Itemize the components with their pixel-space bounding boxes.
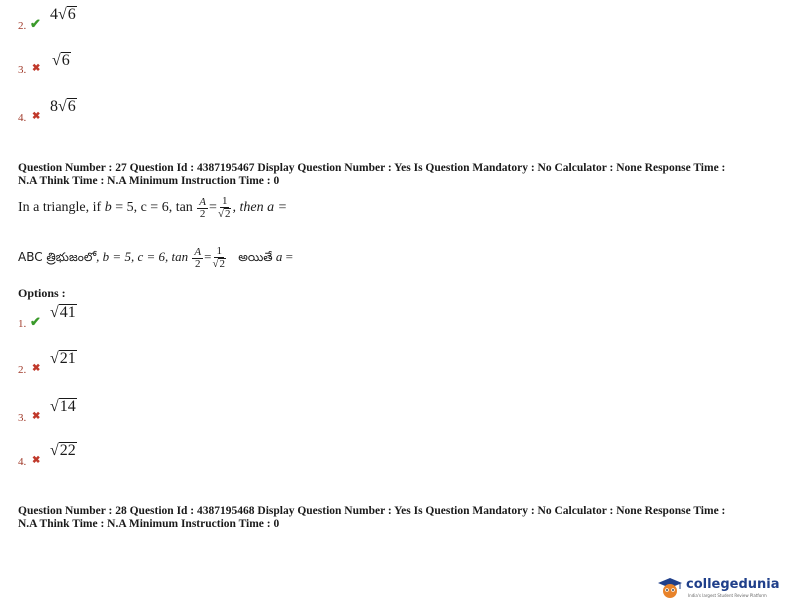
cross-icon: ✖ <box>32 63 41 74</box>
option-value: √41 <box>50 304 76 321</box>
question-27-header <box>18 162 778 188</box>
option-number: 2. <box>18 20 27 32</box>
option-value: √14 <box>50 398 76 415</box>
option-number: 1. <box>18 318 27 330</box>
header-line-2: N.A Think Time : N.A Minimum Instruction Time : 0 <box>18 175 280 187</box>
option-value: √21 <box>50 350 76 367</box>
options-label: Options : <box>18 286 66 300</box>
fraction-1-over-root2: $\frac{1}{√2}$ <box>217 195 231 220</box>
logo-text: collegedunia <box>686 577 780 592</box>
header-line-2: N.A Think Time : N.A Minimum Instruction Time : 0 <box>18 518 280 530</box>
collegedunia-logo <box>656 574 784 602</box>
option-number: 4. <box>18 456 27 468</box>
header-line-1: Question Number : 27 Question Id : 4387195467 Display Question Number : Yes Is Question Mandatory : No Calculator : None Response Time : <box>18 162 726 174</box>
option-number: 3. <box>18 412 27 424</box>
graduate-mascot-icon <box>656 576 684 600</box>
option-value: √6 <box>52 52 70 69</box>
option-number: 4. <box>18 112 27 124</box>
logo-tagline: India's largest Student Review Platform <box>688 593 767 598</box>
fraction-a-over-2: $\frac{A}{2}$ <box>199 195 207 220</box>
option-value: 4√6 <box>50 6 76 23</box>
cross-icon: ✖ <box>32 363 41 374</box>
cross-icon: ✖ <box>32 411 41 422</box>
option-value: √22 <box>50 442 76 459</box>
check-icon: ✔ <box>30 314 41 329</box>
check-icon: ✔ <box>30 16 41 31</box>
option-number: 2. <box>18 364 27 376</box>
question-text-telugu: ABC త్రిభుజంలో, b = 5, c = 6, tan $\frac{A}{2}$ = $\frac{1}{√2}$ అయితే a = <box>18 245 293 270</box>
question-text-english: In a triangle, if b = 5, c = 6, tan $\frac{A}{2}$ = $\frac{1}{√2}$ , then a = <box>18 195 288 220</box>
option-number: 3. <box>18 64 27 76</box>
cross-icon: ✖ <box>32 111 41 122</box>
question-28-header <box>18 505 778 531</box>
cross-icon: ✖ <box>32 455 41 466</box>
fraction-a-over-2: $\frac{A}{2}$ <box>194 245 202 270</box>
header-line-1: Question Number : 28 Question Id : 4387195468 Display Question Number : Yes Is Question Mandatory : No Calculator : None Response Time : <box>18 505 726 517</box>
option-value: 8√6 <box>50 98 76 115</box>
fraction-1-over-root2: $\frac{1}{√2}$ <box>212 245 225 270</box>
